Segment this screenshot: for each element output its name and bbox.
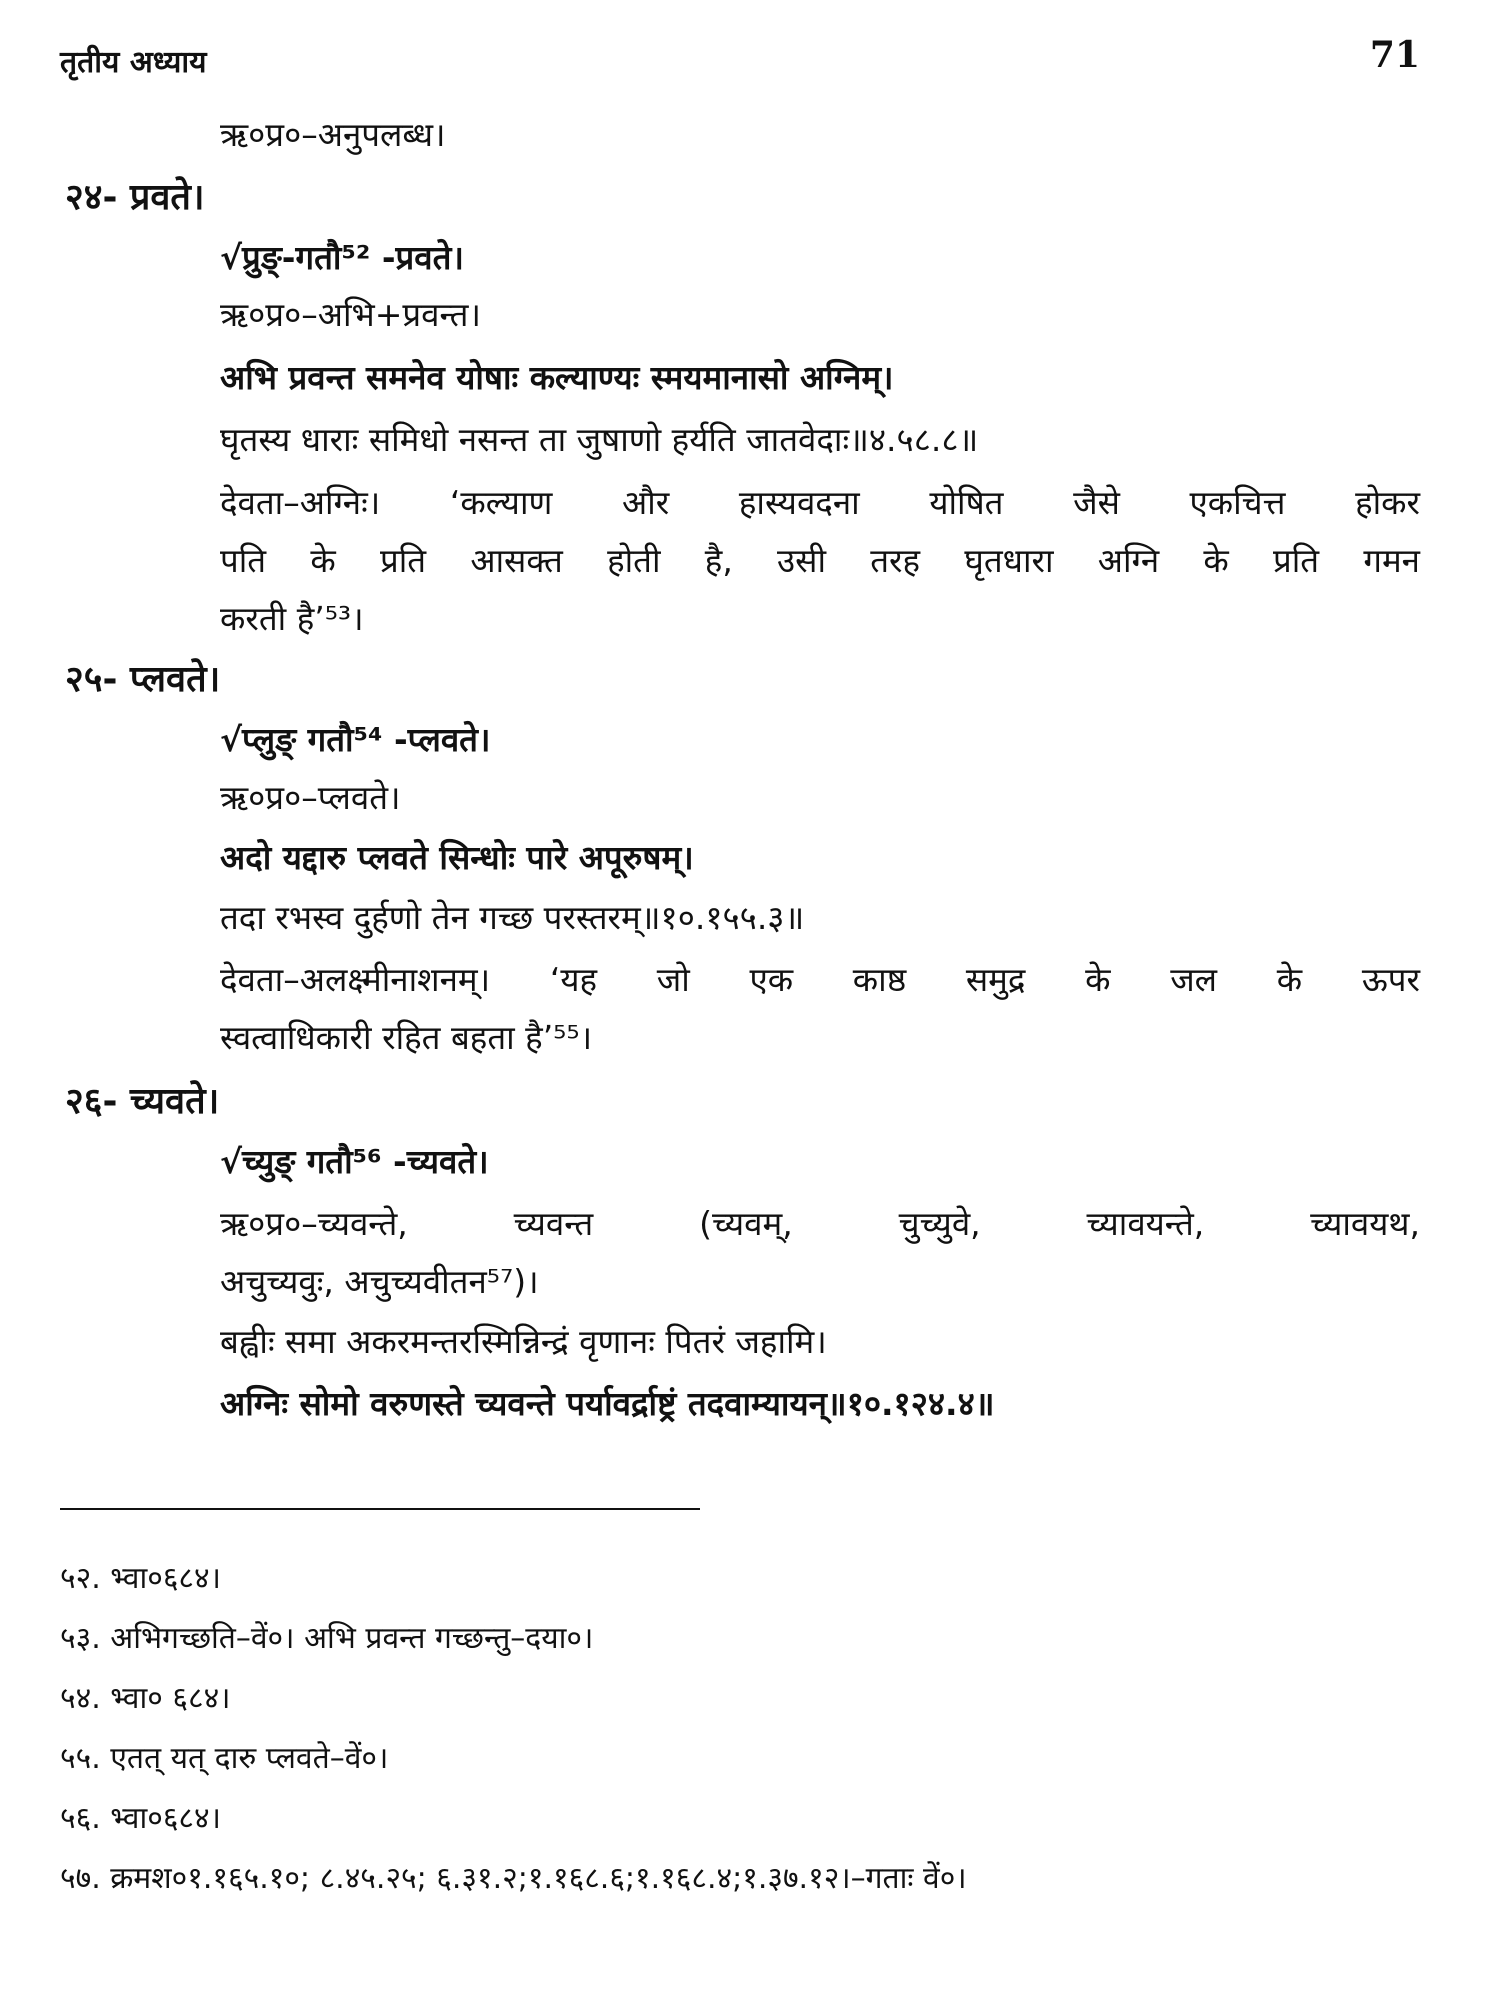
chapter-header: तृतीय अध्याय (60, 45, 207, 80)
verse-line: घृतस्य धाराः समिधो नसन्त ता जुषाणो हर्यति जातवेदाः॥४.५८.८॥ (220, 420, 979, 459)
footnote-divider (60, 1508, 700, 1510)
verse-line: बह्वीः समा अकरमन्तरस्मिन्निन्द्रं वृणानः पितरं जहामि। (220, 1322, 827, 1361)
verse-line: अग्निः सोमो वरुणस्ते च्यवन्ते पर्यावर्द्राष्ट्रं तदवाम्यायन्॥१०.१२४.४॥ (220, 1384, 995, 1423)
text-line: पति के प्रति आसक्त होती है, उसी तरह घृतधारा अग्नि के प्रति गमन (220, 541, 1420, 580)
root-line: √प्रुङ्-गतौ⁵² -प्रवते। (220, 238, 464, 277)
text-line: करती है’⁵³। (220, 599, 364, 638)
section-heading: २५- प्लवते। (65, 659, 221, 700)
text-line: ऋ०प्र०–प्लवते। (220, 778, 401, 817)
footnote: ५५. एतत् यत् दारु प्लवते–वें०। (60, 1741, 389, 1776)
root-line: √च्युङ् गतौ⁵⁶ -च्यवते। (220, 1142, 489, 1181)
footnote: ५४. भ्वा० ६८४। (60, 1681, 231, 1716)
footnote: ५२. भ्वा०६८४। (60, 1561, 222, 1596)
verse-line: अदो यद्दारु प्लवते सिन्धोः पारे अपूरुषम्। (220, 838, 694, 877)
text-line: ऋ०प्र०–अनुपलब्ध। (220, 115, 446, 154)
text-line: देवता–अलक्ष्मीनाशनम्। ‘यह जो एक काष्ठ समुद्र के जल के ऊपर (220, 960, 1420, 999)
text-line: अचुच्यवुः, अचुच्यवीतन⁵⁷)। (220, 1262, 539, 1301)
text-line: देवता–अग्निः। ‘कल्याण और हास्यवदना योषित जैसे एकचित्त होकर (220, 483, 1420, 522)
root-line: √प्लुङ् गतौ⁵⁴ -प्लवते। (220, 720, 491, 759)
footnote: ५६. भ्वा०६८४। (60, 1801, 222, 1836)
verse-line: तदा रभस्व दुर्हणो तेन गच्छ परस्तरम्॥१०.१५५.३॥ (220, 898, 805, 937)
section-heading: २६- च्यवते। (65, 1081, 220, 1122)
footnote: ५३. अभिगच्छति–वें०। अभि प्रवन्त गच्छन्तु–दया०। (60, 1621, 594, 1656)
page-number: 71 (1369, 34, 1420, 76)
text-line: स्वत्वाधिकारी रहित बहता है’⁵⁵। (220, 1018, 593, 1057)
text-line: ऋ०प्र०–अभि+प्रवन्त। (220, 295, 481, 334)
footnote: ५७. क्रमश०१.१६५.१०; ८.४५.२५; ६.३१.२;१.१६८.६;१.१६८.४;१.३७.१२।–गताः वें०। (60, 1861, 967, 1896)
section-heading: २४- प्रवते। (65, 177, 205, 218)
text-line: ऋ०प्र०–च्यवन्ते, च्यवन्त (च्यवम्, चुच्युवे, च्यावयन्ते, च्यावयथ, (220, 1204, 1420, 1243)
verse-line: अभि प्रवन्त समनेव योषाः कल्याण्यः स्मयमानासो अग्निम्। (220, 358, 894, 397)
